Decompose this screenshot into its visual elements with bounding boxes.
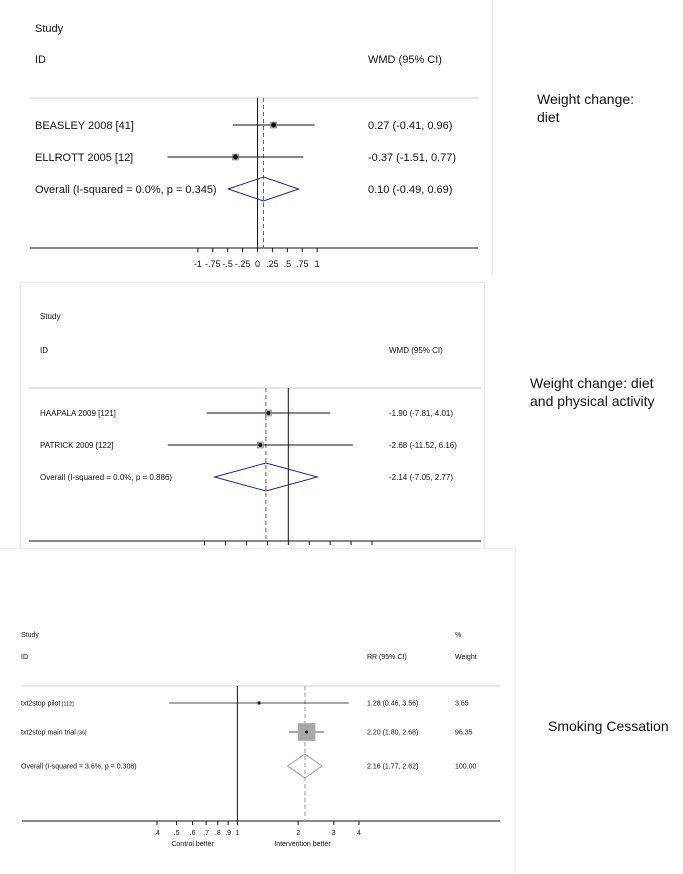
study-label: PATRICK 2009 [122] xyxy=(40,440,114,450)
forest-plot-weight-diet xyxy=(0,0,493,275)
ci-text: 2.20 (1.80, 2.68) xyxy=(367,729,419,737)
x-tick-label: .6 xyxy=(189,830,196,837)
overall-ci-text: -2.14 (-7.05, 2.77) xyxy=(389,472,454,482)
point-estimate xyxy=(305,731,308,734)
side-label-smoking xyxy=(548,717,678,735)
x-tick-label: .4 xyxy=(154,830,160,837)
study-label: txt2stop pilot [112] xyxy=(21,700,74,708)
x-tick-label: 4 xyxy=(357,830,361,837)
x-tick-label: 0 xyxy=(255,259,261,269)
x-tick-label: .5 xyxy=(173,830,180,837)
overall-label: Overall (I-squared = 0.0%, p = 0.886) xyxy=(40,472,173,482)
x-tick-label: 2 xyxy=(296,830,301,837)
study-label: HAAPALA 2009 [121] xyxy=(40,408,116,418)
side-label-weight-diet xyxy=(537,90,677,126)
point-estimate xyxy=(258,702,261,705)
forest-plot-2-svg xyxy=(21,283,484,551)
x-tick-label: .7 xyxy=(203,830,210,837)
header-id: ID xyxy=(35,54,46,66)
forest-plot-1-svg xyxy=(0,0,492,275)
overall-label: Overall (I-squared = 3.6%, p = 0.308) xyxy=(21,763,137,771)
study-label: BEASLEY 2008 [41] xyxy=(35,119,134,132)
x-tick-label: -1 xyxy=(193,259,202,269)
x-tick-label: .25 xyxy=(266,259,279,269)
weight-text: 3.65 xyxy=(455,700,469,708)
point-estimate xyxy=(233,155,238,160)
header-effect: RR (95% CI) xyxy=(367,654,407,661)
x-tick-label: -.5 xyxy=(222,259,233,269)
study-label: txt2stop main trial [36] xyxy=(21,729,87,737)
x-tick-label: 1 xyxy=(235,830,240,837)
x-tick-label: -.25 xyxy=(234,259,251,269)
point-estimate xyxy=(271,123,276,128)
ci-text: 1.28 (0.46, 3.56) xyxy=(367,700,419,708)
ci-text: -2.68 (-11.52, 6.16) xyxy=(389,440,457,450)
x-tick-label: .8 xyxy=(214,830,221,837)
x-tick-label: .9 xyxy=(225,830,232,837)
side-label-smoking-text: Smoking Cessation xyxy=(548,718,669,734)
x-tick-label: 1 xyxy=(314,259,320,269)
side-label-weight-diet-pa xyxy=(530,374,680,410)
caption-intervention-better: Intervention better xyxy=(274,841,331,848)
study-reference: [36] xyxy=(75,730,87,737)
header-effect: WMD (95% CI) xyxy=(389,346,443,355)
header-effect: WMD (95% CI) xyxy=(368,54,442,66)
overall-weight-text: 100.00 xyxy=(455,763,477,771)
forest-plot-smoking xyxy=(0,548,516,874)
weight-text: 96.35 xyxy=(455,729,473,737)
ci-text: -1.90 (-7.81, 4.01) xyxy=(389,408,454,418)
x-tick-label: 3 xyxy=(331,830,336,837)
point-estimate xyxy=(258,443,262,447)
header-id: ID xyxy=(40,346,48,355)
header-study: Study xyxy=(35,23,64,35)
side-label-weight-diet-pa-line2: and physical activity xyxy=(530,393,655,409)
ci-text: -0.37 (-1.51, 0.77) xyxy=(368,151,457,164)
side-label-weight-diet-line2: diet xyxy=(537,109,560,125)
x-tick-label: .5 xyxy=(283,259,292,269)
study-reference: [112] xyxy=(60,701,74,708)
overall-ci-text: 2.16 (1.77, 2.62) xyxy=(367,763,419,771)
ci-text: 0.27 (-0.41, 0.96) xyxy=(368,119,453,132)
study-label: ELLROTT 2005 [12] xyxy=(35,151,134,164)
point-estimate xyxy=(266,411,270,415)
header-id: ID xyxy=(21,654,28,661)
header-study: Study xyxy=(40,312,61,321)
forest-plot-weight-diet-pa xyxy=(20,282,485,551)
side-label-weight-diet-line1: Weight change: xyxy=(537,91,635,107)
caption-control-better: Control better xyxy=(171,841,214,848)
side-label-weight-diet-pa-line1: Weight change: diet xyxy=(530,375,654,391)
header-weight-pct: % xyxy=(455,632,462,639)
header-weight: Weight xyxy=(455,654,477,661)
overall-label: Overall (I-squared = 0.0%, p = 0.345) xyxy=(35,183,217,196)
overall-ci-text: 0.10 (-0.49, 0.69) xyxy=(368,183,453,196)
header-study: Study xyxy=(21,632,39,639)
x-tick-label: -.75 xyxy=(205,259,221,269)
forest-plot-3-svg xyxy=(0,549,515,874)
x-tick-label: .75 xyxy=(295,259,309,269)
